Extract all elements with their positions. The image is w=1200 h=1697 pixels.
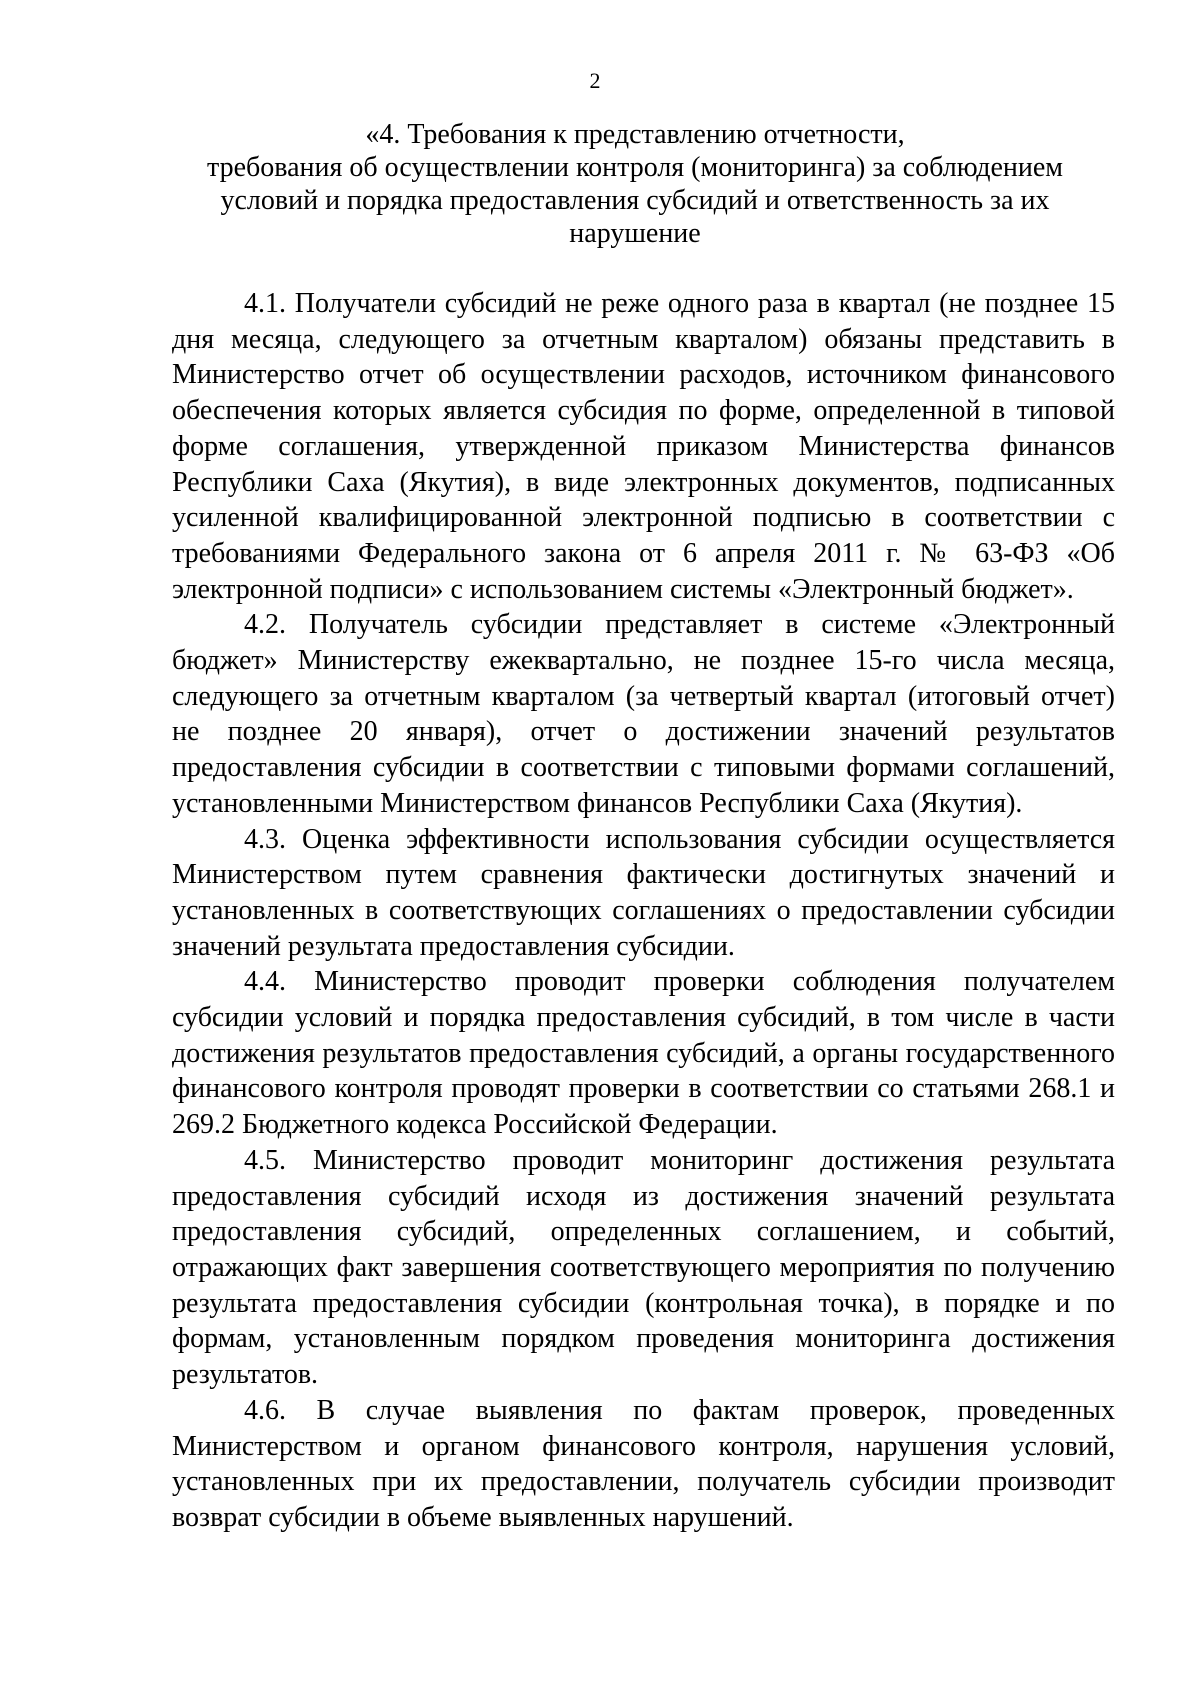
paragraph-4-2: 4.2. Получатель субсидии представляет в системе «Электронный бюджет» Министерству ежеквартально, не позднее 15-го числа месяца, следующего за отчетным кварталом (за четвертый квартал (итоговый отчет) не позднее 20 января), отчет о достижении значений результатов предоставления субсидии в соответствии с типовыми формами соглашений, установленными Министерством финансов Республики Саха (Якутия).	[172, 609, 1115, 819]
paragraph-4-4: 4.4. Министерство проводит проверки соблюдения получателем субсидии условий и порядка предоставления субсидий, в том числе в части достижения результатов предоставления субсидий, а органы государственного финансового контроля проводят проверки в соответствии со статьями 268.1 и 269.2 Бюджетного кодекса Российской Федерации.	[172, 966, 1115, 1141]
section-heading	[170, 118, 1100, 250]
page-number: 2	[589, 68, 601, 93]
paragraph-4-6: 4.6. В случае выявления по фактам проверок, проведенных Министерством и органом финансового контроля, нарушения условий, установленных при их предоставлении, получатель субсидии производит возврат субсидии в объеме выявленных нарушений.	[172, 1394, 1115, 1533]
paragraph-4-5: 4.5. Министерство проводит мониторинг достижения результата предоставления субсидий исходя из достижения значений результата предоставления субсидий, определенных соглашением, и событий, отражающих факт завершения соответствующего мероприятия по получению результата предоставления субсидии (контрольная точка), в порядке и по формам, установленным порядком проведения мониторинга достижения результатов.	[172, 1144, 1115, 1391]
heading-line: требования об осуществлении контроля (мониторинга) за соблюдением	[207, 152, 1063, 183]
heading-line: «4. Требования к представлению отчетности,	[365, 119, 905, 150]
document-body	[172, 286, 1115, 1536]
paragraph-4-1: 4.1. Получатели субсидий не реже одного раза в квартал (не позднее 15 дня месяца, следующего за отчетным кварталом) обязаны представить в Министерство отчет об осуществлении расходов, источником финансового обеспечения которых является субсидия по форме, определенной в типовой форме соглашения, утвержденной приказом Министерства финансов Республики Саха (Якутия), в виде электронных документов, подписанных усиленной квалифицированной электронной подписью в соответствии с требованиями Федерального закона от 6 апреля 2011 г. № 63-ФЗ «Об электронной подписи» с использованием системы «Электронный бюджет».	[172, 288, 1115, 605]
heading-line: нарушение	[569, 218, 701, 249]
heading-line: условий и порядка предоставления субсидий и ответственность за их	[220, 185, 1050, 216]
paragraph-4-3: 4.3. Оценка эффективности использования субсидии осуществляется Министерством путем сравнения фактически достигнутых значений и установленных в соответствующих соглашениях о предоставлении субсидии значений результата предоставления субсидии.	[172, 823, 1115, 962]
